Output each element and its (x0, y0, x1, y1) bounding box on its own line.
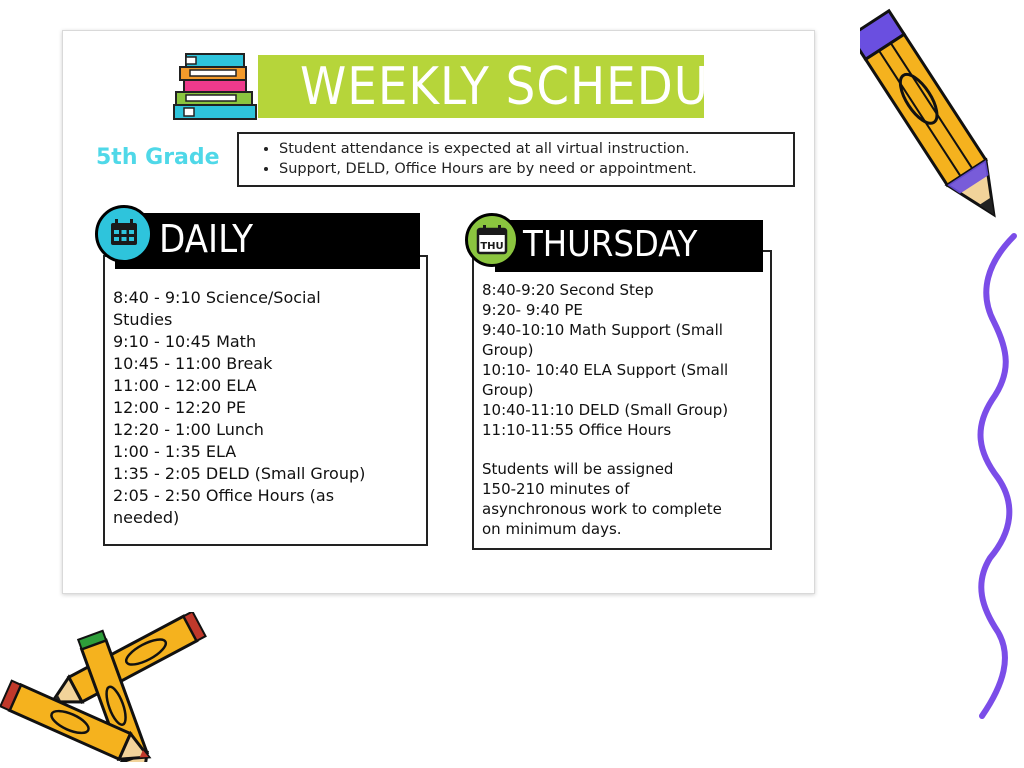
list-item: 10:40-11:10 DELD (Small Group) (482, 401, 729, 419)
calendar-icon (95, 205, 153, 263)
page-title: WEEKLY SCHEDULE (300, 57, 767, 117)
list-item: 1:00 - 1:35 ELA (113, 442, 237, 461)
list-item: 1:35 - 2:05 DELD (Small Group) (113, 464, 366, 483)
list-item: 9:10 - 10:45 Math (113, 332, 257, 351)
note-line: 150-210 minutes of (482, 480, 630, 498)
note-line: asynchronous work to complete (482, 500, 722, 518)
list-item: 9:20- 9:40 PE (482, 301, 583, 319)
thu-calendar-icon (465, 213, 519, 267)
pencil-icon (860, 4, 1010, 244)
list-item: Studies (113, 310, 173, 329)
daily-header (115, 213, 420, 269)
note-item: • Support, DELD, Office Hours are by need or appointment. (279, 159, 793, 179)
list-item: 9:40-10:10 Math Support (Small (482, 321, 723, 339)
title-banner (258, 55, 767, 118)
note-line: Students will be assigned (482, 460, 674, 478)
list-item: 10:45 - 11:00 Break (113, 354, 273, 373)
list-item: needed) (113, 508, 180, 527)
list-item: Group) (482, 341, 534, 359)
crossed-pencils-icon (0, 612, 210, 762)
grade-label: 5th Grade (96, 145, 220, 170)
list-item: 8:40-9:20 Second Step (482, 281, 654, 299)
daily-header-label: DAILY (159, 217, 253, 261)
thursday-schedule-panel (472, 250, 772, 550)
note-line: on minimum days. (482, 520, 622, 538)
squiggle-line (968, 232, 1024, 722)
list-item: 12:20 - 1:00 Lunch (113, 420, 264, 439)
list-item: 11:10-11:55 Office Hours (482, 421, 672, 439)
daily-schedule-panel (103, 255, 428, 546)
list-item: 12:00 - 12:20 PE (113, 398, 247, 417)
list-item: 8:40 - 9:10 Science/Social (113, 288, 321, 307)
list-item: Group) (482, 381, 534, 399)
books-icon (172, 52, 258, 122)
thursday-header (495, 220, 763, 272)
list-item: 10:10- 10:40 ELA Support (Small (482, 361, 729, 379)
list-item: 2:05 - 2:50 Office Hours (as (113, 486, 335, 505)
thu-badge-label: THU (480, 241, 504, 252)
thursday-header-label: THURSDAY (523, 224, 698, 265)
note-item: • Student attendance is expected at all virtual instruction. (279, 139, 793, 159)
notes-box (237, 132, 795, 187)
list-item: 11:00 - 12:00 ELA (113, 376, 257, 395)
